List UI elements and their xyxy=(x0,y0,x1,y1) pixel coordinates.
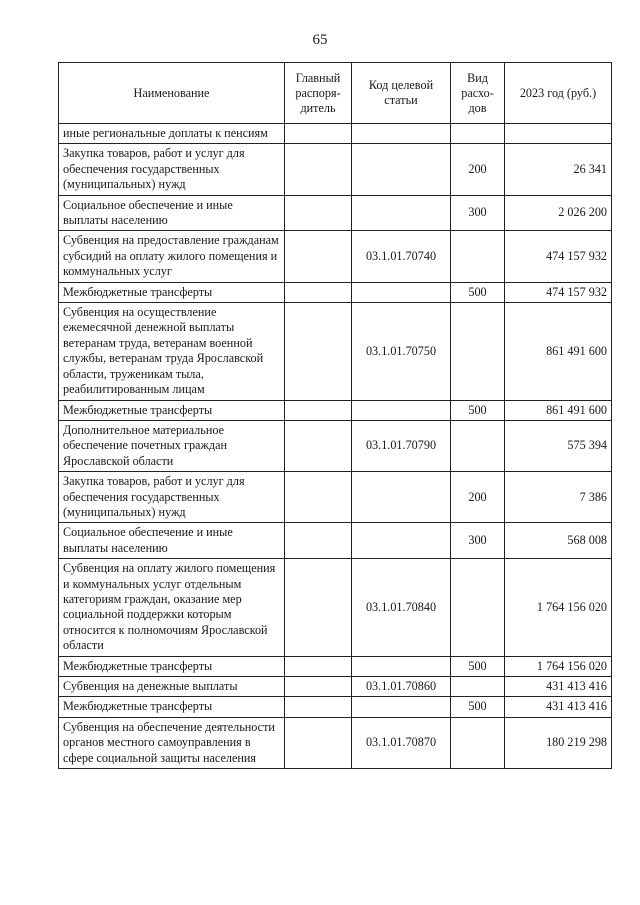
row-admin-cell xyxy=(285,400,352,420)
table-row xyxy=(59,717,612,768)
table-row xyxy=(59,124,612,144)
table-row xyxy=(59,144,612,195)
row-name-cell: Социальное обеспечение и иные выплаты населению xyxy=(59,195,285,231)
row-code-cell xyxy=(352,195,451,231)
row-code-cell: 03.1.01.70870 xyxy=(352,717,451,768)
table-row xyxy=(59,697,612,717)
row-type-cell: 500 xyxy=(451,656,505,676)
row-type-cell: 500 xyxy=(451,697,505,717)
row-code-cell: 03.1.01.70840 xyxy=(352,559,451,656)
table-row xyxy=(59,195,612,231)
row-amount-cell: 568 008 xyxy=(505,523,612,559)
row-admin-cell xyxy=(285,282,352,302)
row-amount-cell xyxy=(505,124,612,144)
table-row xyxy=(59,420,612,471)
row-name-cell: Субвенция на оплату жилого помещения и коммунальных услуг отдельным категориям граждан, оказание мер социальной поддержки которым относится к полномочиям Ярославской области xyxy=(59,559,285,656)
header-amount: 2023 год (руб.) xyxy=(505,63,612,124)
row-amount-cell: 26 341 xyxy=(505,144,612,195)
row-admin-cell xyxy=(285,124,352,144)
row-type-cell xyxy=(451,677,505,697)
row-code-cell xyxy=(352,124,451,144)
row-admin-cell xyxy=(285,472,352,523)
row-type-cell: 200 xyxy=(451,144,505,195)
row-amount-cell: 474 157 932 xyxy=(505,282,612,302)
row-type-cell xyxy=(451,559,505,656)
row-code-cell xyxy=(352,697,451,717)
row-name-cell: Закупка товаров, работ и услуг для обеспечения государственных (муниципальных) нужд xyxy=(59,472,285,523)
row-name-cell: Субвенция на денежные выплаты xyxy=(59,677,285,697)
row-type-cell: 300 xyxy=(451,195,505,231)
row-code-cell: 03.1.01.70750 xyxy=(352,303,451,400)
table-row xyxy=(59,677,612,697)
table-row xyxy=(59,231,612,282)
row-name-cell: Социальное обеспечение и иные выплаты населению xyxy=(59,523,285,559)
row-admin-cell xyxy=(285,195,352,231)
row-amount-cell: 575 394 xyxy=(505,420,612,471)
table-row xyxy=(59,303,612,400)
row-name-cell: Субвенция на осуществление ежемесячной денежной выплаты ветеранам труда, ветеранам военной службы, ветеранам труда Ярославской области, труженикам тыла, реабилитированным лицам xyxy=(59,303,285,400)
table-row xyxy=(59,523,612,559)
budget-table xyxy=(58,62,612,769)
row-code-cell: 03.1.01.70790 xyxy=(352,420,451,471)
row-code-cell xyxy=(352,523,451,559)
row-name-cell: Субвенция на предоставление гражданам субсидий на оплату жилого помещения и коммунальных услуг xyxy=(59,231,285,282)
row-admin-cell xyxy=(285,144,352,195)
row-type-cell xyxy=(451,303,505,400)
row-admin-cell xyxy=(285,231,352,282)
row-type-cell: 500 xyxy=(451,282,505,302)
row-type-cell: 200 xyxy=(451,472,505,523)
row-admin-cell xyxy=(285,717,352,768)
row-type-cell: 300 xyxy=(451,523,505,559)
row-name-cell: Закупка товаров, работ и услуг для обеспечения государственных (муниципальных) нужд xyxy=(59,144,285,195)
row-name-cell: Субвенция на обеспечение деятельности органов местного самоуправления в сфере социальной защиты населения xyxy=(59,717,285,768)
row-code-cell: 03.1.01.70740 xyxy=(352,231,451,282)
row-amount-cell: 1 764 156 020 xyxy=(505,656,612,676)
table-row xyxy=(59,282,612,302)
row-admin-cell xyxy=(285,559,352,656)
header-admin: Главный распоря-дитель xyxy=(285,63,352,124)
row-type-cell xyxy=(451,231,505,282)
row-amount-cell: 474 157 932 xyxy=(505,231,612,282)
row-type-cell: 500 xyxy=(451,400,505,420)
row-name-cell: Межбюджетные трансферты xyxy=(59,400,285,420)
row-code-cell xyxy=(352,282,451,302)
row-type-cell xyxy=(451,717,505,768)
row-name-cell: иные региональные доплаты к пенсиям xyxy=(59,124,285,144)
table-row xyxy=(59,559,612,656)
row-amount-cell: 861 491 600 xyxy=(505,400,612,420)
header-code: Код целевой статьи xyxy=(352,63,451,124)
row-amount-cell: 2 026 200 xyxy=(505,195,612,231)
row-name-cell: Межбюджетные трансферты xyxy=(59,656,285,676)
row-code-cell xyxy=(352,656,451,676)
table-row xyxy=(59,472,612,523)
row-admin-cell xyxy=(285,523,352,559)
row-amount-cell: 7 386 xyxy=(505,472,612,523)
row-name-cell: Межбюджетные трансферты xyxy=(59,282,285,302)
page-number: 65 xyxy=(312,32,328,48)
row-code-cell: 03.1.01.70860 xyxy=(352,677,451,697)
row-name-cell: Дополнительное материальное обеспечение почетных граждан Ярославской области xyxy=(59,420,285,471)
row-amount-cell: 431 413 416 xyxy=(505,697,612,717)
table-body xyxy=(59,124,612,769)
header-row xyxy=(59,63,612,124)
row-amount-cell: 431 413 416 xyxy=(505,677,612,697)
row-name-cell: Межбюджетные трансферты xyxy=(59,697,285,717)
row-type-cell xyxy=(451,420,505,471)
row-admin-cell xyxy=(285,420,352,471)
row-code-cell xyxy=(352,144,451,195)
table-row xyxy=(59,656,612,676)
header-name: Наименование xyxy=(59,63,285,124)
row-amount-cell: 180 219 298 xyxy=(505,717,612,768)
row-admin-cell xyxy=(285,697,352,717)
table-header xyxy=(59,63,612,124)
row-type-cell xyxy=(451,124,505,144)
row-amount-cell: 1 764 156 020 xyxy=(505,559,612,656)
row-admin-cell xyxy=(285,677,352,697)
row-admin-cell xyxy=(285,656,352,676)
header-type: Вид расхо-дов xyxy=(451,63,505,124)
row-code-cell xyxy=(352,472,451,523)
row-amount-cell: 861 491 600 xyxy=(505,303,612,400)
table-row xyxy=(59,400,612,420)
row-code-cell xyxy=(352,400,451,420)
row-admin-cell xyxy=(285,303,352,400)
